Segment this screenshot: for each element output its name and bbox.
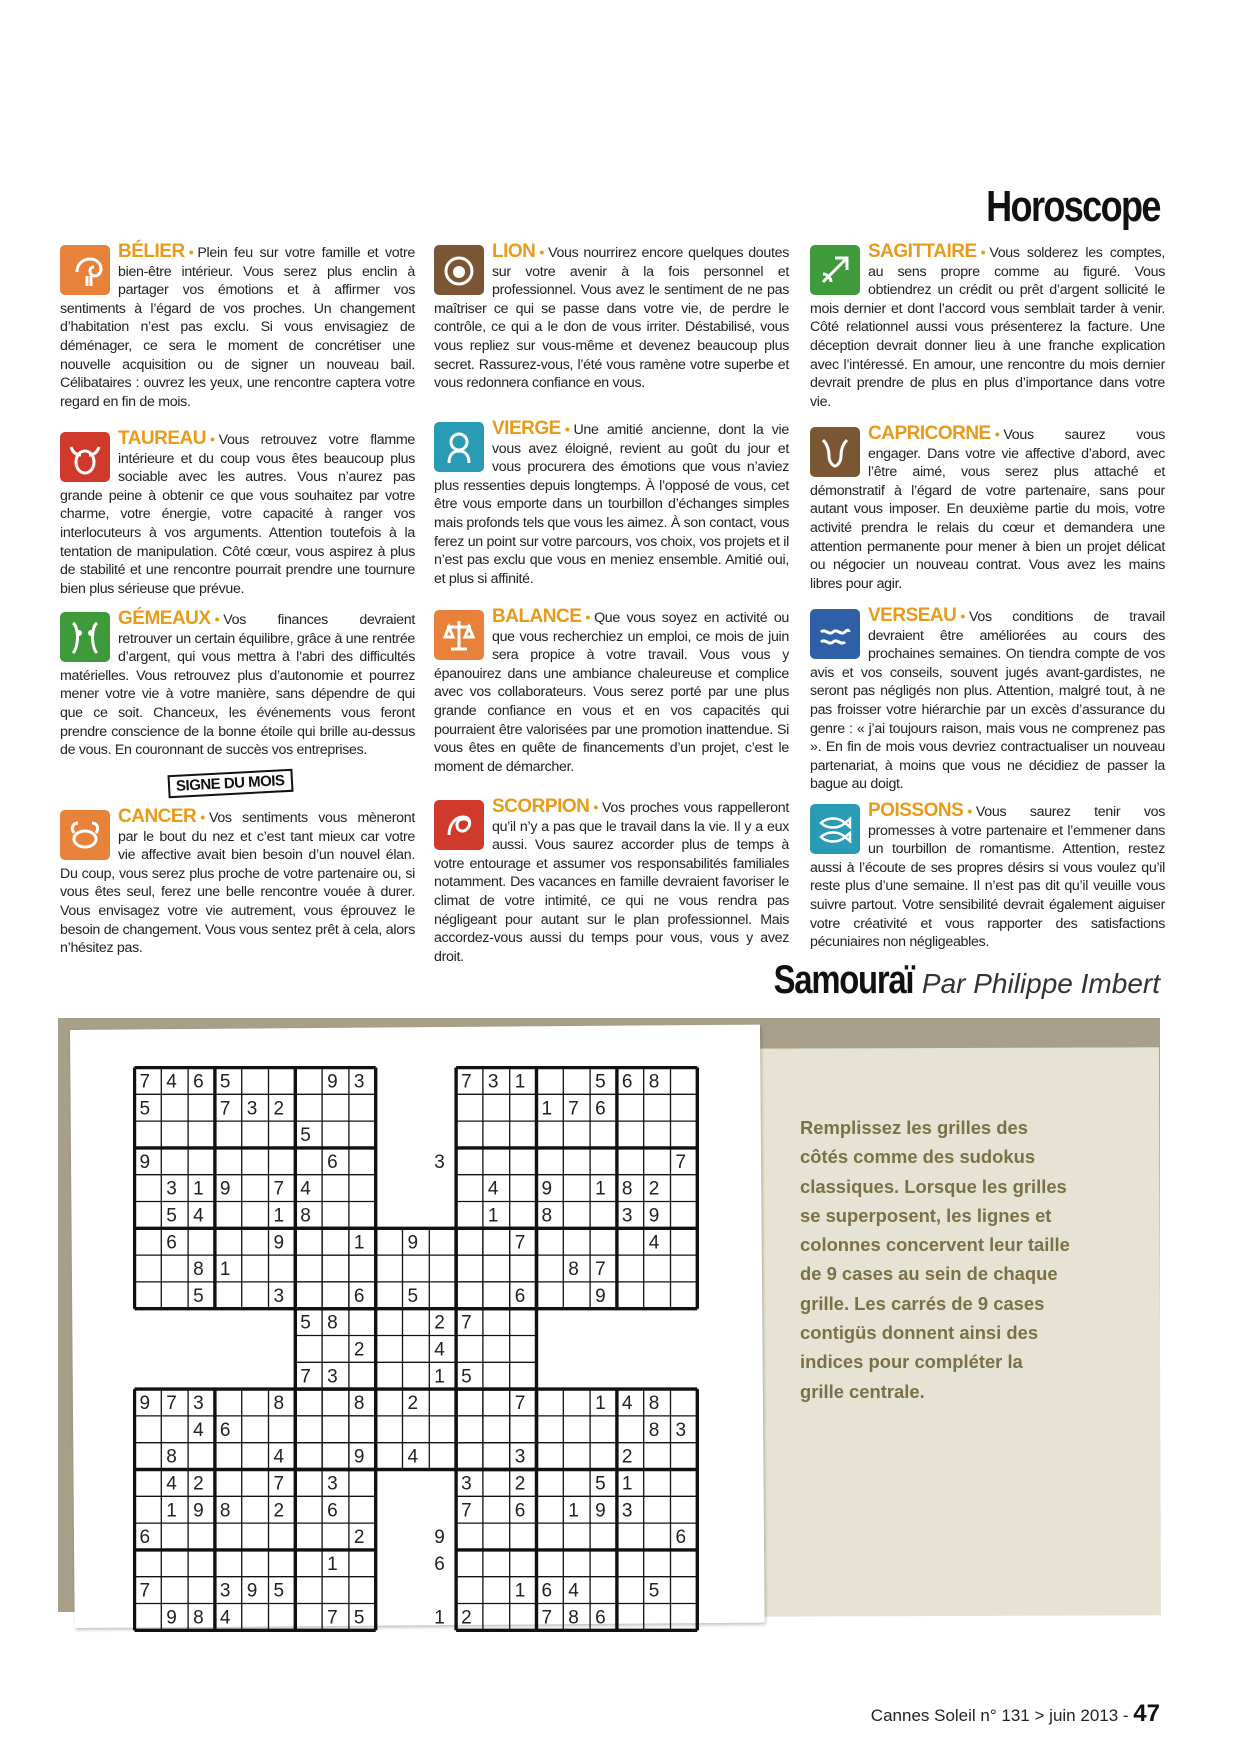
sign-name: SCORPION xyxy=(492,796,590,817)
sudoku-clue: 7 xyxy=(139,1580,151,1602)
sign-name: VIERGE xyxy=(492,418,561,439)
sign-taureau xyxy=(60,430,415,598)
sudoku-clue: 7 xyxy=(461,1312,472,1334)
sudoku-clue: 8 xyxy=(648,1419,660,1441)
sudoku-clue: 7 xyxy=(327,1607,338,1629)
fish-icon xyxy=(810,804,860,854)
sudoku-clue: 5 xyxy=(595,1473,606,1495)
sudoku-clue: 9 xyxy=(139,1393,151,1415)
sudoku-clue: 1 xyxy=(568,1500,579,1522)
sign-text: Vos proches vous rappelleront qu’il n’y a pas que le travail dans la vie. Il y a eux aussi. Vous saurez accorder plus de temps à votre entourage et assumer vos responsabilités familiales notamment. Des vacances en famille devraient favoriser le climat de votre intimité, ce qui ne vous rendra pas négligeant pour autant sur le plan professionnel. Mais accordez-vous aussi du temps pour vous, vous y avez droit. xyxy=(434,800,789,965)
sudoku-clue: 6 xyxy=(434,1553,445,1575)
scales-icon xyxy=(434,610,484,660)
sudoku-clue: 1 xyxy=(434,1366,445,1388)
bullet-icon: • xyxy=(539,245,545,261)
sign-capricorne xyxy=(810,425,1165,593)
sudoku-clue: 3 xyxy=(487,1071,499,1093)
bullet-icon: • xyxy=(214,612,220,628)
sign-belier xyxy=(60,243,415,411)
bullet-icon: • xyxy=(188,245,194,261)
sudoku-clue: 6 xyxy=(166,1232,177,1254)
sign-sagittaire xyxy=(810,243,1165,411)
sign-text: Vos sentiments vous mèneront par le bout du nez et c’est tant mieux car votre vie affective avait bien besoin d’un nouvel élan. Du coup, vous serez plus proche de votre partenaire ou, si vous êtes seul, ferez une belle rencontre vouée à durer. Vous envisagez votre vie autrement, vous éprouvez le besoin de changement. Vous vous sentez prêt à cela, alors n’hésitez pas. xyxy=(60,810,415,957)
sudoku-clue: 8 xyxy=(193,1259,204,1281)
sudoku-clue: 7 xyxy=(219,1098,231,1120)
sudoku-clue: 7 xyxy=(273,1178,285,1200)
sudoku-clue: 3 xyxy=(273,1285,285,1307)
sudoku-clue: 3 xyxy=(327,1366,338,1388)
sudoku-clue: 7 xyxy=(166,1393,177,1415)
sign-name: GÉMEAUX xyxy=(118,608,211,629)
sudoku-clue: 9 xyxy=(648,1205,660,1227)
sudoku-clue: 7 xyxy=(300,1366,311,1388)
sign-name: BÉLIER xyxy=(118,241,185,262)
sudoku-clue: 8 xyxy=(300,1205,311,1227)
sudoku-clue: 2 xyxy=(514,1473,526,1495)
sudoku-clue: 4 xyxy=(621,1393,633,1415)
sudoku-clue: 4 xyxy=(434,1339,445,1361)
puzzle-title xyxy=(743,958,1160,1003)
sign-text: Vous saurez tenir vos promesses à votre partenaire et l’emmener dans un tourbillon de romantisme. Attention, restez aussi à l’écoute de ses propres désirs si vous voulez qu’il reste plus d’une semaine. Il n’est pas dit qu’il veuille vous suivre partout. Votre sensibilité devrait également aiguiser votre créativité et vous rapporter des satisfactions pécuniaires non négligeables. xyxy=(810,804,1165,951)
ram-icon xyxy=(60,245,110,295)
sudoku-clue: 5 xyxy=(300,1125,311,1147)
sudoku-clue: 6 xyxy=(675,1527,687,1549)
sudoku-clue: 3 xyxy=(193,1393,204,1415)
magazine-issue: Cannes Soleil n° 131 xyxy=(870,1706,1030,1725)
water-bearer-icon xyxy=(810,609,860,659)
sudoku-clue: 1 xyxy=(514,1580,526,1602)
sudoku-clue: 6 xyxy=(514,1500,526,1522)
sign-text: Plein feu sur votre famille et votre bien-être intérieur. Vous serez plus enclin à partager vos émotions et à affirmer vos sentiments à l’égard de vos proches. Un changement d’habitation n’est pas exclu. Si vous envisagiez de déménager, ce sera le moment de concrétiser une nouvelle acquisition ou de signer un nouveau bail. Célibataires : ouvrez les yeux, une rencontre captera votre regard en fin de mois. xyxy=(60,245,415,410)
sudoku-clue: 1 xyxy=(595,1178,606,1200)
sudoku-clue: 5 xyxy=(273,1580,285,1602)
sudoku-clue: 4 xyxy=(568,1580,579,1602)
sudoku-clue: 5 xyxy=(166,1205,177,1227)
sudoku-clue: 6 xyxy=(327,1500,338,1522)
sudoku-clue: 8 xyxy=(327,1312,338,1334)
sign-poissons xyxy=(810,802,1165,952)
sudoku-clue: 9 xyxy=(434,1527,445,1549)
sudoku-clue: 9 xyxy=(166,1607,177,1629)
sudoku-clue: 7 xyxy=(568,1098,579,1120)
sudoku-clue: 9 xyxy=(595,1285,606,1307)
sudoku-clue: 1 xyxy=(193,1178,204,1200)
sudoku-clue: 1 xyxy=(219,1259,231,1281)
sign-text: Vous saurez vous engager. Dans votre vie affective d’abord, avec l’être aimé, vous serez plus attaché et démonstratif à l’égard de votre partenaire, sans pour autant vous imposer. En deuxième partie du mois, votre activité prendra le relais du cœur et demandera une attention permanente pour mener à bien un projet délicat ou négocier un nouveau contrat. Vous avez les mains libres pour agir. xyxy=(810,427,1165,592)
sudoku-clue: 4 xyxy=(219,1607,231,1629)
sign-text: Une amitié ancienne, dont la vie vous avez éloigné, revient au goût du jour et vous procurera des émotions que vous n’aviez plus ressenties depuis longtemps. À l’opposé de vous, cet être vous emporte dans un tourbillon d’échanges simples mais profonds tels que vous les aimez. À son contact, vous ferez un point sur votre parcours, vos choix, vos projets et il n’est pas exclu que vous en meniez ensemble. Amitié oui, et plus si affinité. xyxy=(434,422,789,587)
sudoku-clue: 9 xyxy=(219,1178,231,1200)
page-number: 47 xyxy=(1133,1700,1160,1727)
sudoku-clue: 3 xyxy=(675,1419,687,1441)
sudoku-clue: 6 xyxy=(219,1419,231,1441)
sudoku-clue: 7 xyxy=(541,1607,553,1629)
sudoku-clue: 7 xyxy=(139,1071,151,1093)
sudoku-clue: 8 xyxy=(648,1393,660,1415)
sudoku-clue: 5 xyxy=(300,1312,311,1334)
sudoku-clue: 1 xyxy=(353,1232,365,1254)
sudoku-clue: 3 xyxy=(621,1205,633,1227)
sudoku-clue: 6 xyxy=(595,1607,606,1629)
sudoku-clue: 6 xyxy=(193,1071,204,1093)
sudoku-clue: 7 xyxy=(273,1473,285,1495)
sudoku-clue: 3 xyxy=(514,1446,526,1468)
bullet-icon: • xyxy=(980,245,986,261)
sign-text: Vous retrouvez votre flamme intérieure et du coup vous êtes beaucoup plus sociable avec les autres. Vous n’aurez pas grande peine à obtenir ce que vous souhaitez par votre charme, votre énergie, votre capacité à ranger vos interlocuteurs à vos arguments. Attention toutefois à la tentation de manipulation. Côté cœur, vous aspirez à plus de stabilité et une rencontre pourrait prendre une tournure bien plus sérieuse que prévue. xyxy=(60,432,415,597)
sudoku-clue: 1 xyxy=(434,1607,445,1629)
sudoku-clue: 2 xyxy=(461,1607,472,1629)
sudoku-clue: 6 xyxy=(327,1151,338,1173)
sudoku-clue: 8 xyxy=(219,1500,231,1522)
sudoku-clue: 4 xyxy=(648,1232,660,1254)
sudoku-clue: 5 xyxy=(139,1098,151,1120)
puzzle-name: Samouraï xyxy=(773,958,914,1002)
sudoku-clue: 5 xyxy=(407,1285,419,1307)
sudoku-clue: 2 xyxy=(407,1393,419,1415)
bullet-icon: • xyxy=(585,610,591,626)
bullet-icon: • xyxy=(200,810,205,826)
sudoku-clue: 3 xyxy=(246,1098,258,1120)
sudoku-clue: 8 xyxy=(166,1446,177,1468)
sudoku-clue: 3 xyxy=(353,1071,365,1093)
sign-name: CANCER xyxy=(118,806,197,827)
bullet-icon: • xyxy=(967,804,972,820)
sudoku-clue: 7 xyxy=(514,1232,526,1254)
sudoku-clue: 1 xyxy=(514,1071,526,1093)
sudoku-clue: 1 xyxy=(166,1500,177,1522)
sudoku-clue: 5 xyxy=(193,1285,204,1307)
sudoku-clue: 5 xyxy=(461,1366,472,1388)
sudoku-clue: 8 xyxy=(568,1259,579,1281)
sudoku-clue: 1 xyxy=(595,1393,606,1415)
sudoku-clue: 6 xyxy=(621,1071,633,1093)
sign-text: Vous solderez les comptes, au sens propre comme au figuré. Vous obtiendrez un crédit ou prêt d’argent sollicité le mois dernier et dont l’accord vous semblait tarder à venir. Côté relationnel aussi vous présenterez la facture. Une déception devrait donner lieu à une franche explication avec l’intéressé. En amour, une rencontre du mois dernier devrait prendre de plus en plus d’importance dans votre vie. xyxy=(810,245,1165,410)
bullet-icon: • xyxy=(209,432,215,448)
sign-vierge xyxy=(434,420,789,588)
sign-cancer xyxy=(60,808,415,958)
sudoku-clue: 1 xyxy=(541,1098,553,1120)
signe-du-mois-badge: SIGNE DU MOIS xyxy=(167,769,293,798)
sudoku-clue: 4 xyxy=(193,1419,204,1441)
lion-icon xyxy=(434,245,484,295)
sudoku-clue: 9 xyxy=(327,1071,338,1093)
sudoku-clue: 8 xyxy=(273,1393,285,1415)
sudoku-clue: 3 xyxy=(461,1473,472,1495)
sign-name: VERSEAU xyxy=(868,605,957,626)
sudoku-clue: 1 xyxy=(621,1473,633,1495)
sign-verseau xyxy=(810,607,1165,794)
sudoku-clue: 8 xyxy=(621,1178,633,1200)
sudoku-clue: 4 xyxy=(166,1071,177,1093)
sudoku-clue: 7 xyxy=(461,1071,472,1093)
sudoku-clue: 9 xyxy=(246,1580,258,1602)
sign-name: CAPRICORNE xyxy=(868,423,991,444)
sudoku-clue: 9 xyxy=(273,1232,285,1254)
sudoku-clue: 3 xyxy=(621,1500,633,1522)
sudoku-clue: 2 xyxy=(353,1339,365,1361)
sudoku-clue: 8 xyxy=(353,1393,365,1415)
bull-icon xyxy=(60,432,110,482)
sudoku-clue: 1 xyxy=(327,1553,338,1575)
sudoku-clue: 4 xyxy=(166,1473,177,1495)
bullet-icon: • xyxy=(564,422,570,438)
sign-balance xyxy=(434,608,789,776)
puzzle-author: Par Philippe Imbert xyxy=(921,968,1160,999)
puzzle-instructions: Remplissez les grilles des côtés comme des sudokus classiques. Lorsque les grilles se superposent, les lignes et colonnes concervent leur taille de 9 cases au sein de chaque grille. Les carrés de 9 cases contigüs donnent ainsi des indices pour compléter la grille centrale. xyxy=(800,1117,1070,1402)
sudoku-clue: 6 xyxy=(514,1285,526,1307)
sudoku-clue: 2 xyxy=(648,1178,660,1200)
sudoku-clue: 9 xyxy=(193,1500,204,1522)
sudoku-clue: 4 xyxy=(193,1205,204,1227)
twins-icon xyxy=(60,612,110,662)
sudoku-clue: 3 xyxy=(166,1178,177,1200)
archer-icon xyxy=(810,245,860,295)
goat-icon xyxy=(810,427,860,477)
sudoku-clue: 1 xyxy=(273,1205,285,1227)
sudoku-clue: 2 xyxy=(434,1312,445,1334)
sudoku-clue: 4 xyxy=(300,1178,311,1200)
page-footer xyxy=(871,1700,1160,1728)
sudoku-clue: 5 xyxy=(595,1071,606,1093)
sign-text: Vos finances devraient retrouver un certain équilibre, grâce à une rentrée d’argent, qui vous mettra à l’abri des difficultés matérielles. Vous retrouvez plus d’autonomie et pourrez mener votre vie à votre manière, sans dépendre de qui que ce soit. Chanceux, les événements vous feront prendre conscience de la bonne étoile qui brille au-dessus de vous. En couronnant de succès vos entreprises. xyxy=(60,612,416,759)
sudoku-clue: 9 xyxy=(407,1232,419,1254)
sudoku-clue: 4 xyxy=(407,1446,419,1468)
sudoku-clue: 8 xyxy=(193,1607,204,1629)
sign-text: Que vous soyez en activité ou que vous recherchiez un emploi, ce mois de juin sera propice à votre travail. Vous vous y épanouirez dans une ambiance chaleureuse et complice avec vos collaborateurs. Vous serez porté par une plus grande confiance en vous et en vos capacités qui pourraient être valorisées par une promotion inattendue. Si vous êtes en quête de financements d’un projet, c’est le moment de démarcher. xyxy=(434,610,789,775)
sudoku-clue: 5 xyxy=(648,1580,660,1602)
footer-separator: > xyxy=(1034,1706,1045,1725)
sign-text: Vos conditions de travail devraient être améliorées au cours des prochaines semaines. On tiendra compte de vos avis et vos conseils, souvent jugés avant-gardistes, ne seront pas négligés non plus. Attention, malgré tout, à ne pas froisser votre hiérarchie par un excès d’assurance du genre : « j’ai toujours raison, mais vous ne comprenez pas ». En fin de mois vous devriez contractualiser un nouveau partenariat, à moins que vous ne décidiez de passer la bague au doigt. xyxy=(810,609,1165,793)
sign-name: LION xyxy=(492,241,536,262)
sudoku-clue: 1 xyxy=(487,1205,499,1227)
bullet-icon: • xyxy=(994,427,1000,443)
scorpion-icon xyxy=(434,800,484,850)
sudoku-clue: 9 xyxy=(353,1446,365,1468)
sign-name: SAGITTAIRE xyxy=(868,241,977,262)
samurai-sudoku-grid xyxy=(133,1066,729,1632)
sudoku-clue: 5 xyxy=(219,1071,231,1093)
crab-icon xyxy=(60,810,110,860)
page-title: Horoscope xyxy=(986,182,1160,231)
sudoku-clue: 2 xyxy=(273,1098,285,1120)
virgo-icon xyxy=(434,422,484,472)
bullet-icon: • xyxy=(593,800,599,816)
sudoku-clue: 2 xyxy=(193,1473,204,1495)
sudoku-clue: 9 xyxy=(541,1178,553,1200)
sign-name: TAUREAU xyxy=(118,428,206,449)
issue-date: juin 2013 - xyxy=(1049,1706,1129,1725)
sudoku-clue: 5 xyxy=(353,1607,365,1629)
sudoku-clue: 2 xyxy=(273,1500,285,1522)
sudoku-clue: 2 xyxy=(621,1446,633,1468)
sudoku-clue: 7 xyxy=(514,1393,526,1415)
sudoku-clue: 7 xyxy=(675,1151,687,1173)
sign-lion xyxy=(434,243,789,393)
sudoku-clue: 7 xyxy=(595,1259,606,1281)
sudoku-clue: 3 xyxy=(219,1580,231,1602)
sudoku-clue: 9 xyxy=(139,1151,151,1173)
bullet-icon: • xyxy=(960,609,966,625)
sign-text: Vous nourrirez encore quelques doutes sur votre avenir à la fois personnel et professionnel. Vous avez le sentiment de ne pas maîtriser ce qui se passe dans votre vie, de perdre le contrôle, ce qui a le don de vous irriter. Déstabilisé, vous vous repliez sur vous-même et devenez beaucoup plus secret. Rassurez-vous, l’été vous ramène votre superbe et vous redonnera confiance en vous. xyxy=(434,245,789,392)
sudoku-clue: 9 xyxy=(595,1500,606,1522)
sudoku-clue: 2 xyxy=(353,1527,365,1549)
sign-gemeaux xyxy=(60,610,415,760)
sudoku-clue: 8 xyxy=(541,1205,553,1227)
sudoku-clue: 7 xyxy=(461,1500,472,1522)
sudoku-clue: 4 xyxy=(273,1446,285,1468)
sign-name: BALANCE xyxy=(492,606,582,627)
sudoku-clue: 4 xyxy=(487,1178,499,1200)
sudoku-clue: 8 xyxy=(568,1607,579,1629)
sudoku-clue: 6 xyxy=(353,1285,365,1307)
sudoku-clue: 6 xyxy=(139,1527,151,1549)
sudoku-clue: 8 xyxy=(648,1071,660,1093)
sudoku-clue: 3 xyxy=(434,1151,445,1173)
sudoku-clue: 6 xyxy=(595,1098,606,1120)
sudoku-clue: 3 xyxy=(327,1473,338,1495)
sudoku-clue: 6 xyxy=(541,1580,553,1602)
sign-scorpion xyxy=(434,798,789,966)
sign-name: POISSONS xyxy=(868,800,964,821)
